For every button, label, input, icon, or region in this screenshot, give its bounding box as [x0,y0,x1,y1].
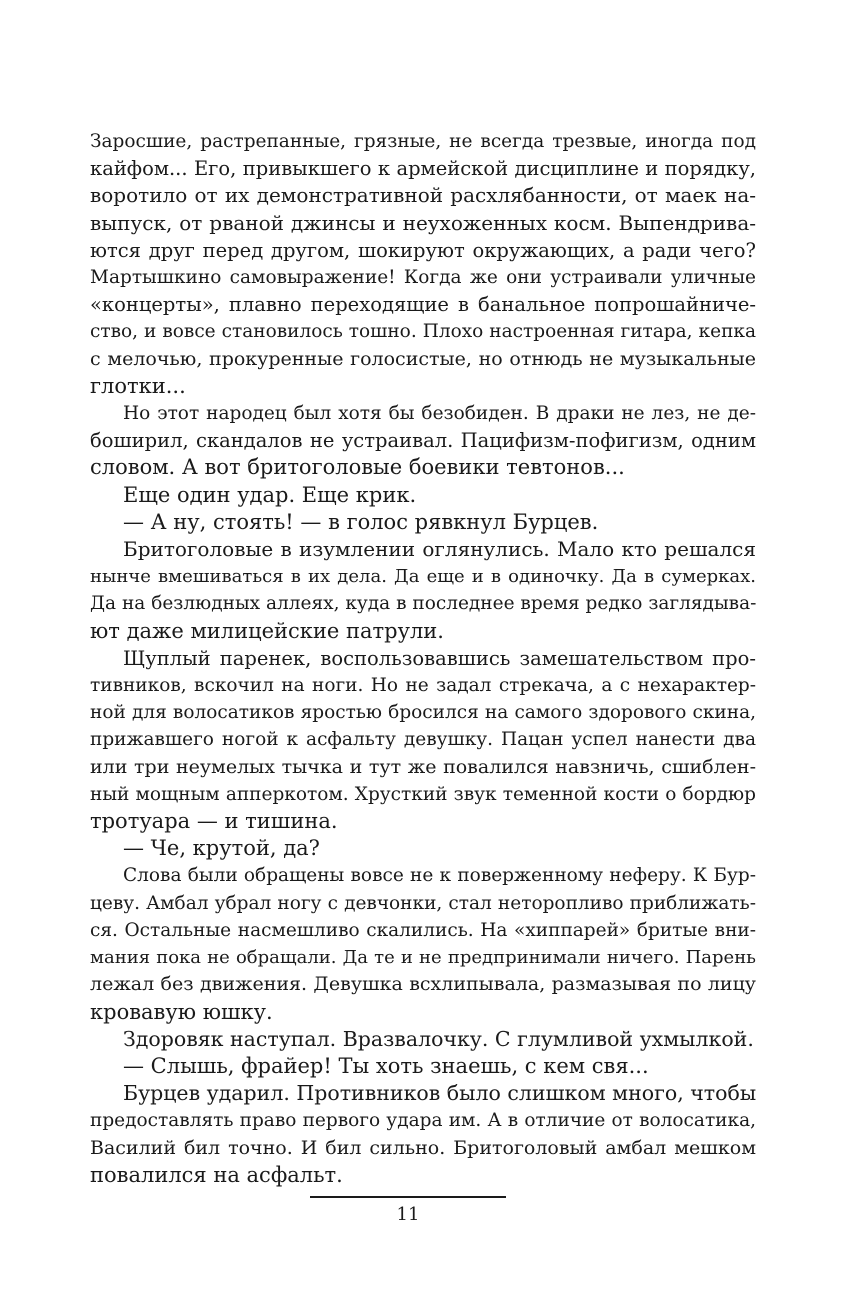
text-line: Мартышкино самовыражение! Когда же они устраивали уличные [90,267,756,289]
text-line: Заросшие, растрепанные, грязные, не всегда трезвые, иногда под [90,131,756,152]
page-text [90,128,756,1189]
text-line: тротуара — и тишина. [90,809,338,834]
text-line: лежал без движения. Девушка всхлипывала, размазывая по лицу [90,973,756,996]
text-line: предоставлять право первого удара им. А в отличие от волосатика, [90,1110,756,1132]
text-line: нынче вмешиваться в их дела. Да еще и в одиночку. Да в сумерках. [90,566,756,588]
text-line: повалился на асфальт. [90,1162,343,1187]
text-line: прижавшего ногой к асфальту девушку. Пацан успел нанести два [90,729,756,751]
text-line: — А ну, стоять! — в голос рявкнул Бурцев. [123,509,599,534]
text-line: глотки... [90,373,186,398]
page-number: 11 [396,1204,420,1225]
text-line: мания пока не обращали. Да те и не предпринимали ничего. Парень [90,947,756,969]
footer-rule [310,1196,506,1198]
text-line: кровавую юшку. [90,999,273,1024]
text-line: цеву. Амбал убрал ногу с девчонки, стал неторопливо приближать- [90,892,756,914]
text-line: Бритоголовые в изумлении оглянулись. Мало кто решался [123,537,756,562]
text-line: Да на безлюдных аллеях, куда в последнее время редко заглядыва- [90,593,757,615]
text-line: Слова были обращены вовсе не к поверженному неферу. К Бур- [123,865,756,887]
text-line: ют даже милицейские патрули. [90,618,444,643]
text-line: Василий бил точно. И бил сильно. Бритоголовый амбал мешком [90,1136,756,1159]
text-line: выпуск, от рваной джинсы и неухоженных косм. Выпендрива- [90,210,756,235]
text-line: боширил, скандалов не устраивал. Пацифизм-пофигизм, одним [90,429,756,453]
text-line: — Че, крутой, да? [123,836,320,861]
text-line: словом. А вот бритоголовые боевики тевтонов... [90,455,625,480]
text-line: или три неумелых тычка и тут же повалился навзничь, сшиблен- [90,755,756,778]
text-line: Щуплый паренек, воспользовавшись замешательством про- [123,646,756,670]
text-line: Бурцев ударил. Противников было слишком много, чтобы [123,1081,757,1106]
text-line: ный мощным апперкотом. Хрусткий звук теменной кости о бордюр [90,783,756,805]
text-line: «концерты», плавно переходящие в банальное попрошайниче- [90,293,756,317]
text-line: ются друг перед другом, шокируют окружающих, а ради чего? [90,238,756,262]
text-line: — Слышь, фрайер! Ты хоть знаешь, с кем свя... [123,1053,649,1078]
text-line: тивников, вскочил на ноги. Но не задал стрекача, а с нехарактер- [90,675,756,697]
text-line: ся. Остальные насмешливо скалились. На «хиппарей» бритые вни- [90,919,756,941]
text-line: Еще один удар. Еще крик. [123,482,417,507]
text-line: Но этот народец был хотя бы безобиден. В драки не лез, не де- [123,403,756,425]
text-line: с мелочью, прокуренные голосистые, но отнюдь не музыкальные [90,347,756,370]
text-line: ство, и вовсе становилось тошно. Плохо настроенная гитара, кепка [90,321,756,343]
text-line: кайфом... Его, привыкшего к армейской дисциплине и порядку, [90,157,756,181]
text-line: ной для волосатиков яростью бросился на самого здорового скина, [90,702,756,724]
text-line: Здоровяк наступал. Вразвалочку. С глумливой ухмылкой. [123,1026,754,1051]
text-line: воротило от их демонстративной расхлябанности, от маек на- [90,183,756,208]
